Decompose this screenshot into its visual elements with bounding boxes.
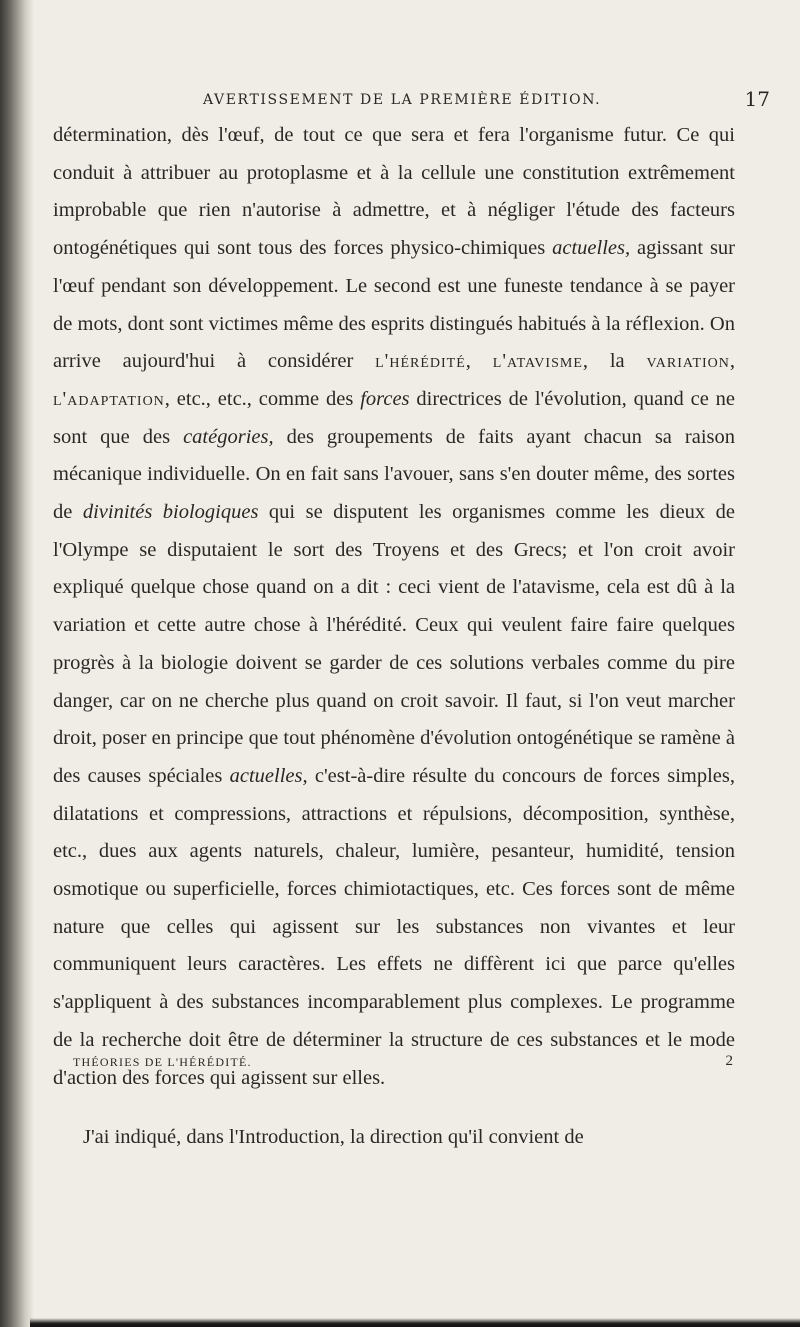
text-run: c'est-à-dire résulte du concours de forces simples, dilatations et compressions, attractions et répulsions, décomposition, synthèse, etc., dues aux agents naturels, chaleur, lumière, pesanteur, humidité, tension osmotique ou superficielle, forces chimiotactiques, etc. Ces forces sont de même nature que celles qui agissent sur les substances non vivantes et leur communiquent leurs caractères. Les effets ne diffèrent ici que parce qu'elles s'appliquent à des substances incomparablement plus complexes. Le programme de la recherche doit être de déterminer la structure de ces substances et le mode d'action des forces qui agissent sur elles.	[53, 764, 736, 1089]
italic-actuelles-2: actuelles,	[229, 764, 308, 787]
italic-divinites-biologiques: divinités biologiques	[82, 501, 259, 524]
body-text	[53, 117, 735, 1157]
smallcaps-variation: variation	[646, 350, 730, 373]
text-run: ,	[465, 350, 493, 373]
signature-line	[73, 1055, 733, 1075]
text-run: directrices de l'évolution, quand ce ne sont que des	[53, 387, 736, 448]
text-run: ,	[729, 350, 736, 373]
text-run: qui se disputent les organismes comme les dieux de l'Olympe se disputaient le sort des Troyens et des Grecs; et l'on croit avoir expliqué quelque chose quand on a dit : ceci vient de l'atavisme, cela est dû à la variation et cette autre chose à l'hérédité. Ceux qui veulent faire faire quelques progrès à la biologie doivent se garder de ces solutions verbales comme du pire danger, car on ne cherche plus quand on croit savoir. Il faut, si l'on veut marcher droit, poser en principe que tout phénomène d'évolution ontogénétique se ramène à des causes spéciales	[53, 501, 735, 787]
text-run: détermination, dès l'œuf, de tout ce que sera et fera l'organisme futur. Ce qui conduit à attribuer au protoplasme et à la cellule une constitution extrêmement improbable que rien n'autorise à admettre, et à négliger l'étude des facteurs ontogénétiques qui sont tous des forces physico-chimiques	[53, 124, 735, 260]
text-run: , etc., etc., comme des	[164, 387, 361, 410]
paragraph-2: J'ai indiqué, dans l'Introduction, la direction qu'il convient de	[83, 1126, 584, 1149]
text-run: agissant sur l'œuf pendant son développement. Le second est une funeste tendance à se payer de mots, dont sont victimes même des esprits distingués habitués à la réflexion. On arrive aujourd'hui à considérer	[53, 237, 735, 373]
signature-number: 2	[725, 1053, 733, 1069]
italic-forces: forces	[360, 387, 410, 410]
running-title: AVERTISSEMENT DE LA PREMIÈRE ÉDITION.	[203, 92, 602, 108]
italic-actuelles: actuelles,	[552, 237, 631, 260]
page-gutter-shadow	[0, 0, 34, 1327]
smallcaps-heredite: l'hérédité	[375, 350, 466, 373]
smallcaps-adaptation: l'adaptation	[53, 387, 165, 410]
running-header	[203, 87, 770, 114]
signature-title: THÉORIES DE L'HÉRÉDITÉ.	[73, 1055, 252, 1069]
page-bottom-edge	[30, 1318, 800, 1327]
smallcaps-atavisme: l'atavisme	[492, 350, 583, 373]
text-run: des groupements de faits ayant chacun sa raison mécanique individuelle. On en fait sans l'avouer, sans s'en douter même, des sortes de	[53, 425, 735, 524]
italic-categories: catégories,	[183, 425, 274, 448]
text-run: , la	[582, 350, 647, 373]
paragraph-1	[53, 117, 735, 1097]
page-number: 17	[744, 87, 770, 111]
